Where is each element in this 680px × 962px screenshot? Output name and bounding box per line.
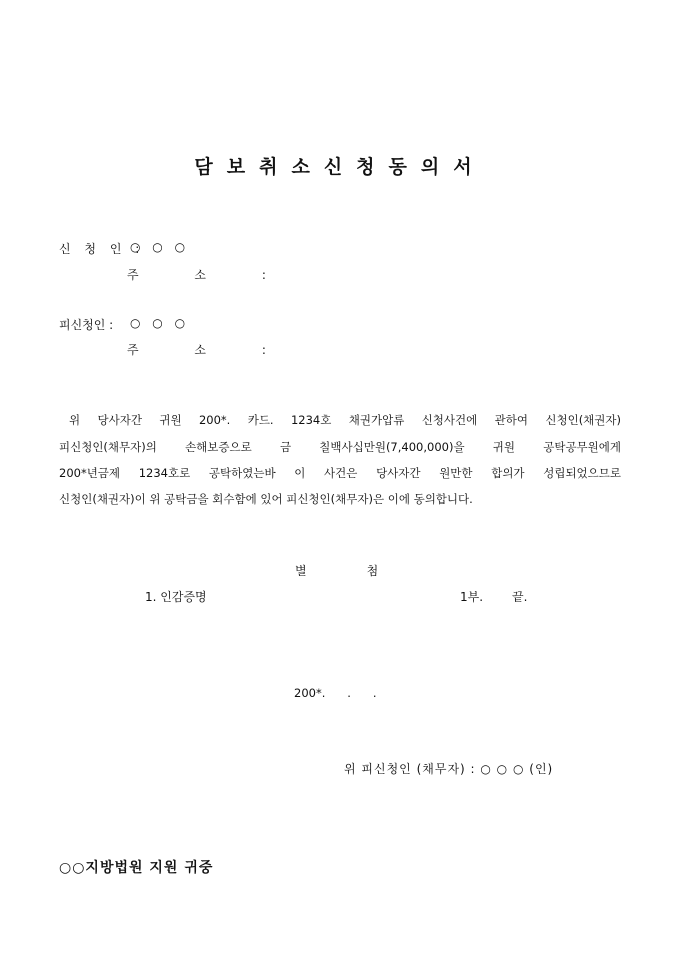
attachment-heading-left: 별	[295, 564, 307, 578]
attachment-item-end: 끝.	[512, 590, 528, 604]
attachment-item-label: 1. 인감증명	[145, 590, 207, 604]
signature-line: 위 피신청인 (채무자) : ○ ○ ○ (인)	[344, 762, 554, 776]
attachment-heading	[295, 562, 378, 579]
document-title: 담보취소신청동의서	[194, 156, 486, 178]
body-line-3: 200*년금제 1234호로 공탁하였는바 이 사건은 당사자간 원만한 합의가 성립되었으므로	[59, 466, 621, 480]
respondent-label: 피신청인 :	[59, 318, 114, 332]
document-date: 200*. . .	[294, 686, 377, 700]
court-addressee: ○○지방법원 지원 귀중	[59, 860, 214, 876]
body-line-2: 피신청인(채무자)의 손해보증으로 금 칠백사십만원(7,400,000)을 귀원 공탁공무원에게	[59, 440, 621, 454]
attachment-heading-right: 첨	[366, 564, 379, 578]
attachment-item-count: 1부.	[460, 590, 484, 604]
respondent-address-label: 주 소 :	[127, 343, 292, 357]
body-line-4: 신청인(채권자)이 위 공탁금을 회수함에 있어 피신청인(채무자)은 이에 동의합니다.	[59, 492, 473, 506]
applicant-name: ○ ○ ○	[130, 240, 190, 254]
body-line-1: 위 당사자간 귀원 200*. 카드. 1234호 채권가압류 신청사건에 관하여 신청인(채권자)	[69, 413, 621, 427]
respondent-name: ○ ○ ○	[130, 316, 190, 330]
applicant-address-label: 주 소 :	[127, 268, 292, 282]
applicant-label: 신 청 인 :	[59, 242, 145, 256]
